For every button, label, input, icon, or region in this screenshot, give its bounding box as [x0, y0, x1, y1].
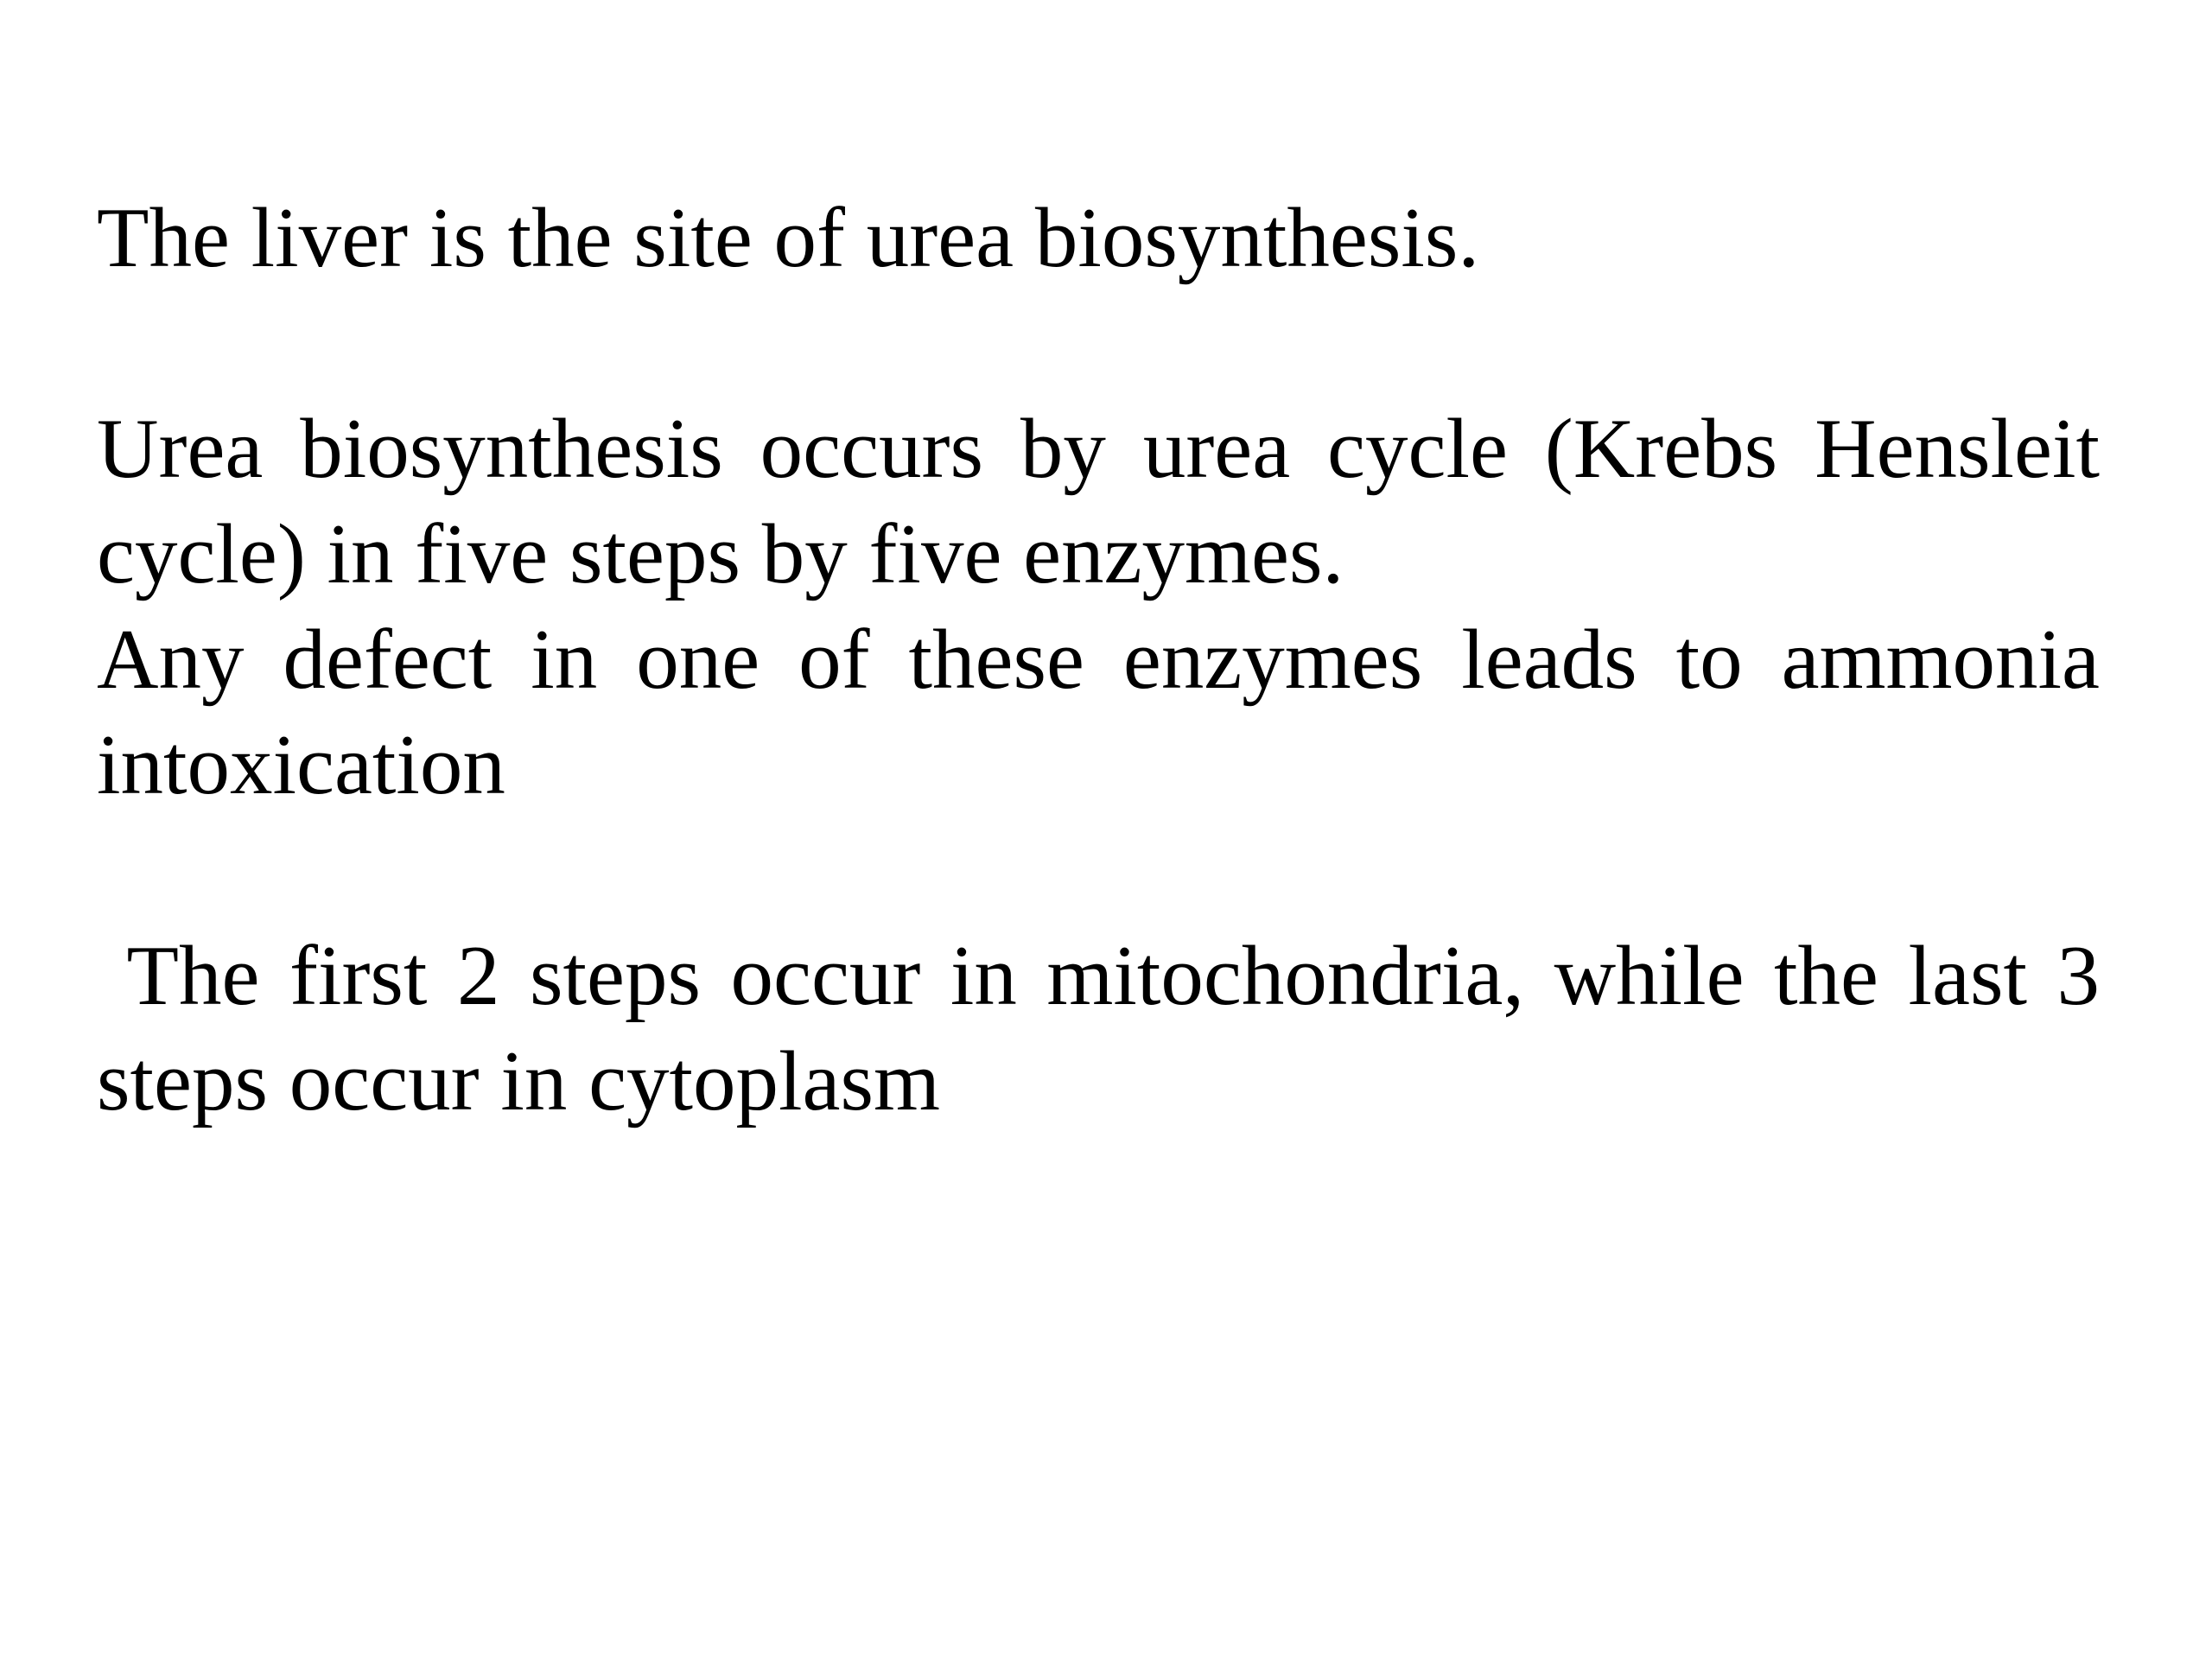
paragraph-liver-site: The liver is the site of urea biosynthesis. — [97, 191, 1480, 285]
paragraph-spacer — [97, 291, 2100, 397]
paragraph-spacer — [97, 818, 2100, 924]
paragraph-steps-location: The first 2 steps occur in mitochondria, while the last 3 steps occur in cytoplasm — [97, 929, 2121, 1128]
paragraph-enzyme-defect: Any defect in one of these enzymes leads to ammonia intoxication — [97, 613, 2100, 812]
slide-body — [97, 186, 2121, 1135]
paragraph-urea-cycle: Urea biosynthesis occurs by urea cycle (Krebs Hensleit cycle) in five steps by five enzymes. — [97, 402, 2100, 601]
